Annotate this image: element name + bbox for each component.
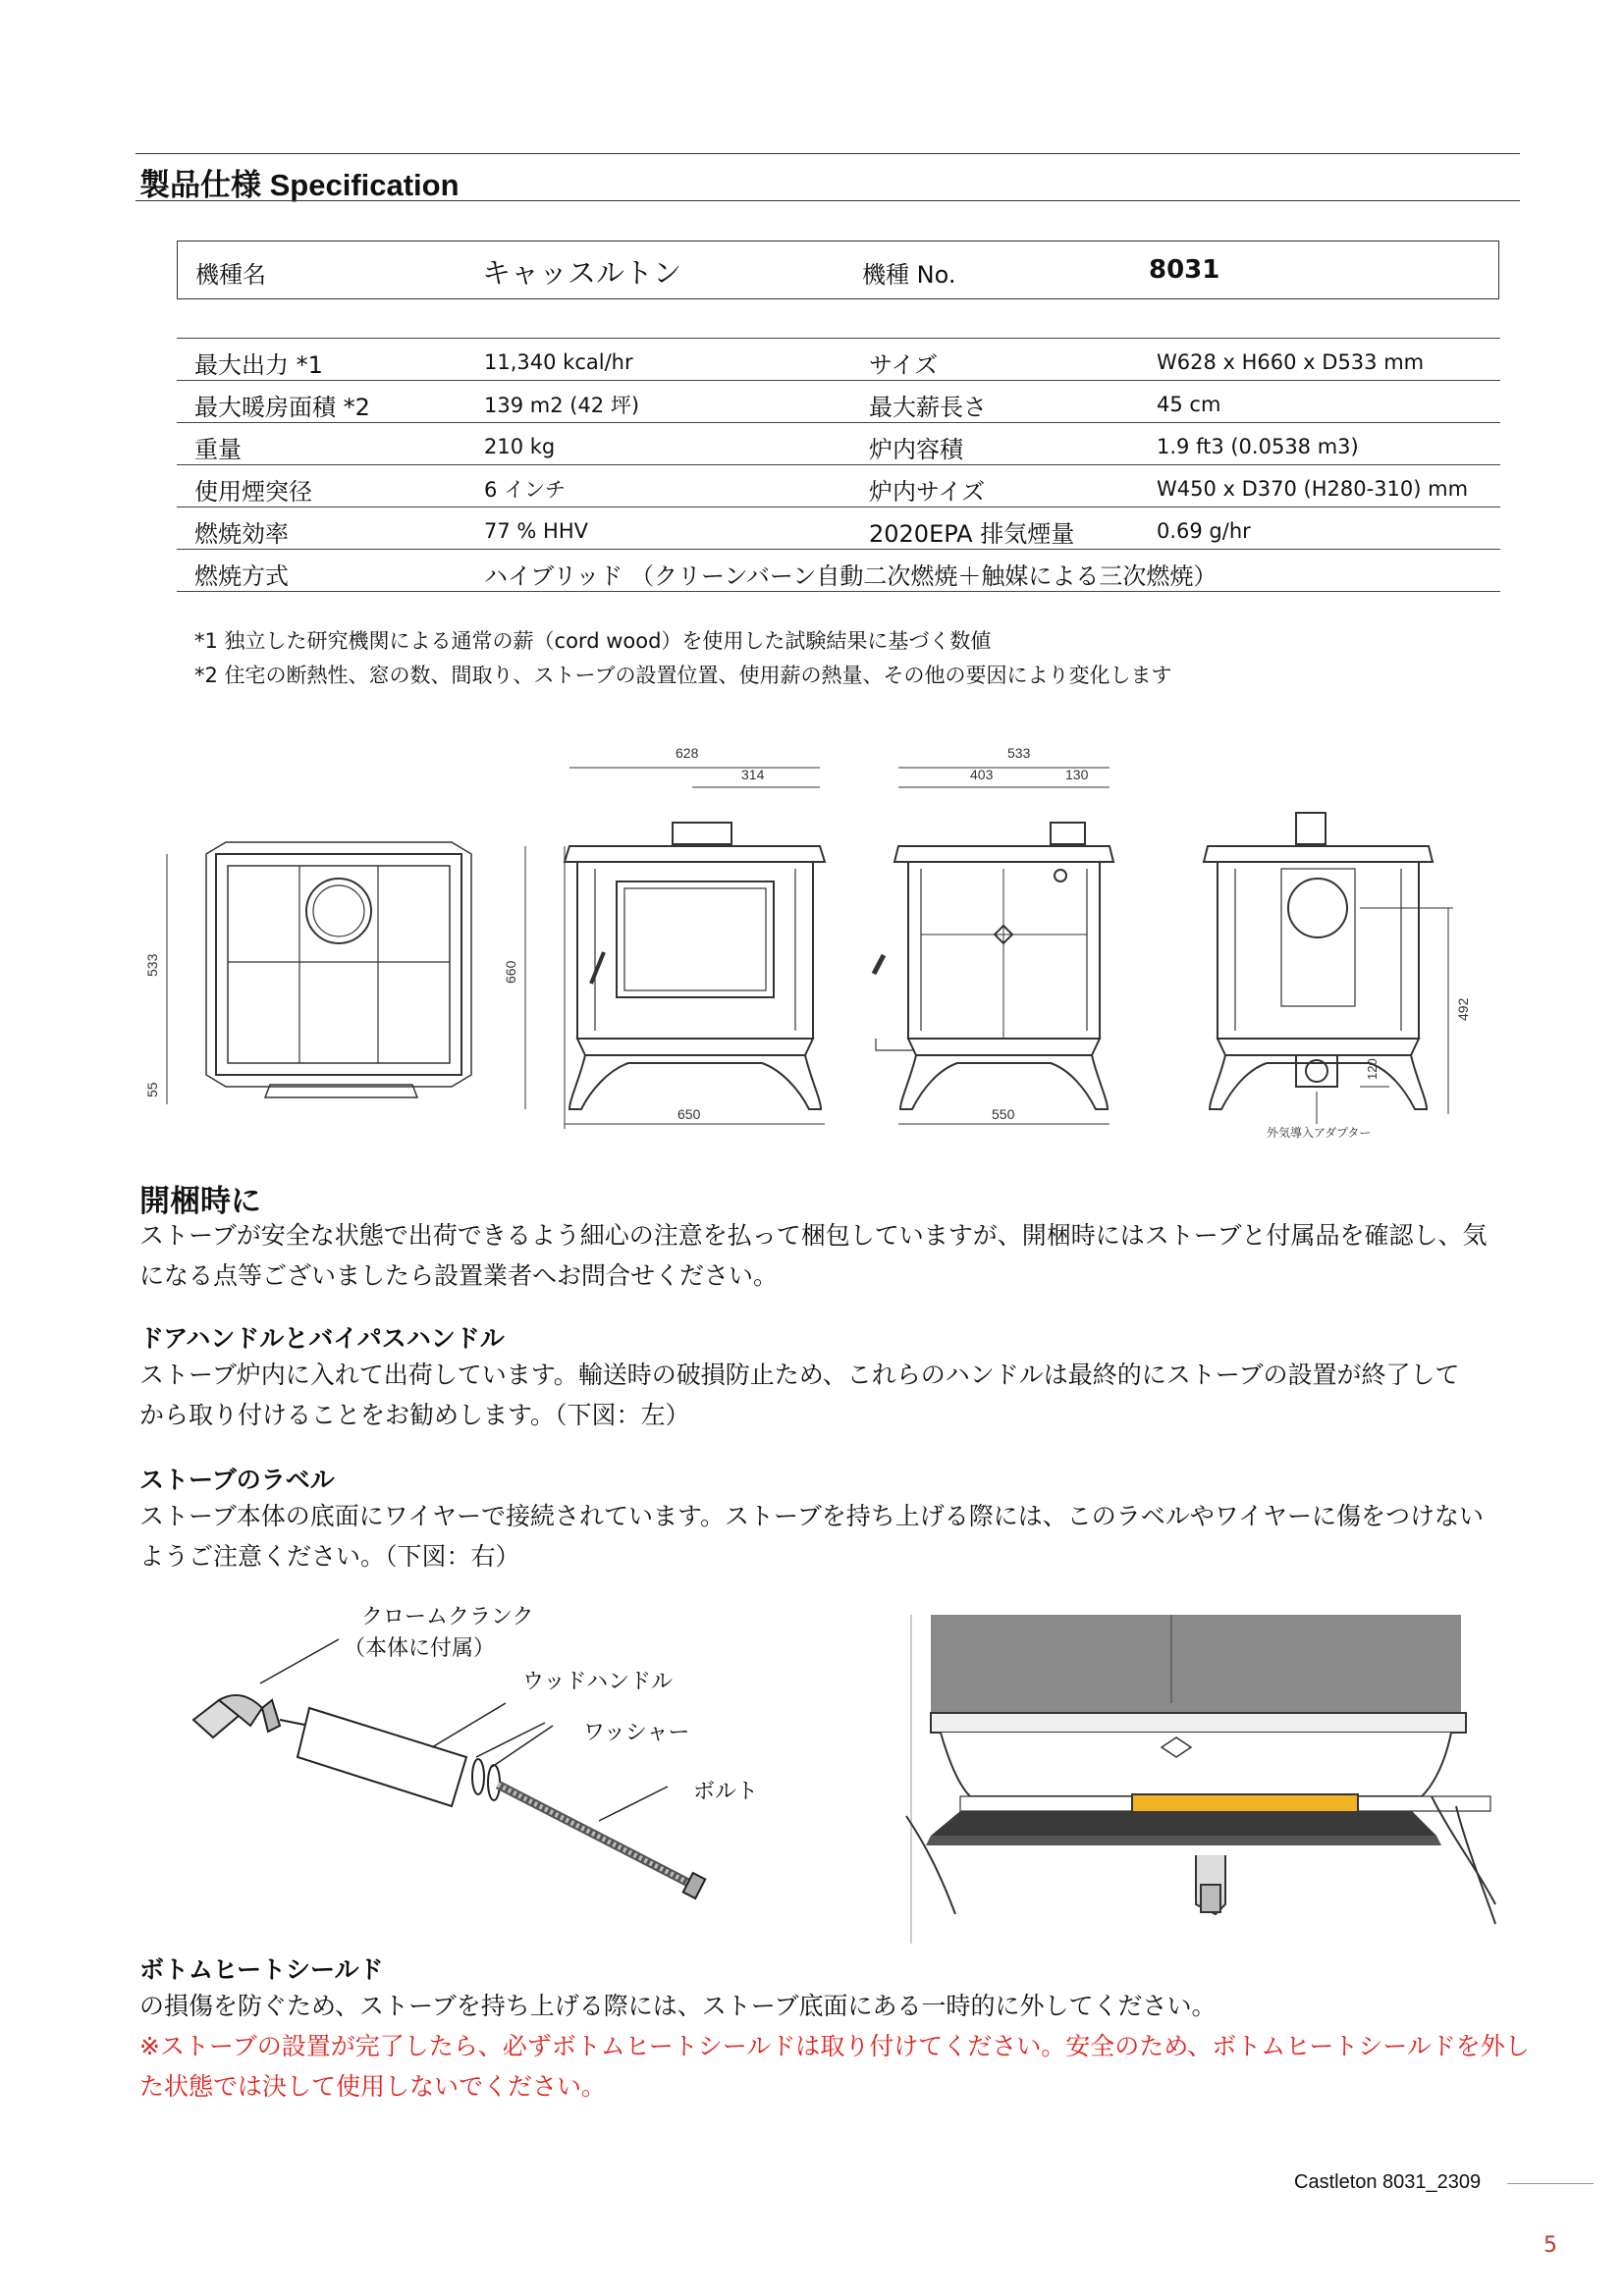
callout-crank: クロームクランク: [361, 1605, 534, 1629]
footnote-1: *1 独立した研究機関による通常の薪（cord wood）を使用した試験結果に基づく数値: [194, 629, 992, 653]
spec-row: [177, 423, 1500, 465]
page-number: 5: [1543, 2233, 1557, 2258]
callout-crank-sub: （本体に付属）: [344, 1636, 496, 1661]
dim-front-base: 650: [677, 1106, 701, 1122]
washer-icon: [488, 1765, 500, 1800]
spec-key: 最大出力 *1: [194, 350, 323, 379]
spec-row: [177, 507, 1500, 550]
top-view-drawing: [167, 842, 471, 1104]
heatshield-warning-1: ※ストーブの設置が完了したら、必ずボトムヒートシールドは取り付けてください。安全のため、ボトムヒートシールドを外し: [139, 2032, 1530, 2060]
unpacking-title: 開梱時に: [139, 1184, 261, 1219]
spec-key: 使用煙突径: [194, 477, 312, 506]
dim-side-b: 130: [1065, 767, 1089, 782]
spec-key: サイズ: [869, 350, 939, 379]
spec-value: 139 m2 (42 坪): [484, 394, 640, 417]
callout-washer: ワッシャー: [583, 1721, 690, 1745]
dim-front-height: 660: [503, 960, 518, 984]
label-title: ストーブのラベル: [139, 1466, 335, 1494]
dim-top-depth: 533: [144, 953, 160, 977]
callout-line: [432, 1703, 506, 1747]
rear-view-drawing: [1204, 813, 1453, 1124]
washer-icon: [472, 1759, 484, 1794]
dim-side-base: 550: [992, 1106, 1015, 1122]
spec-key: 2020EPA 排気煙量: [869, 519, 1075, 548]
model-box: [177, 240, 1499, 299]
spec-key: 重量: [194, 435, 242, 463]
dim-side-depth: 533: [1007, 745, 1031, 761]
spec-key: 燃焼効率: [194, 519, 289, 548]
section-title: 製品仕様 Specification: [139, 168, 460, 202]
callout-line: [260, 1639, 339, 1683]
unpacking-line-1: ストーブが安全な状態で出荷できるよう細心の注意を払って梱包していますが、開梱時にはストーブと付属品を確認し、気: [139, 1221, 1488, 1250]
spec-key: 最大暖房面積 *2: [194, 393, 370, 421]
dim-front-half: 314: [741, 767, 765, 782]
dim-rear-height: 492: [1455, 997, 1471, 1021]
dim-rear-adapter: 120: [1365, 1058, 1380, 1080]
label-line-1: ストーブ本体の底面にワイヤーで接続されています。ストーブを持ち上げる際には、このラベルやワイヤーに傷をつけない: [139, 1502, 1485, 1530]
header-top-rule: [135, 153, 1520, 154]
handles-title: ドアハンドルとバイパスハンドル: [139, 1324, 505, 1353]
spec-key: 炉内容積: [869, 435, 963, 463]
callout-line: [599, 1787, 668, 1821]
spec-key: 燃焼方式: [194, 561, 289, 590]
model-name-value: キャッスルトン: [482, 256, 682, 290]
spec-key: 炉内サイズ: [869, 477, 986, 506]
spec-value: ハイブリッド （クリーンバーン自動二次燃焼＋触媒による三次燃焼）: [484, 561, 1218, 590]
stove-dimension-drawing: [137, 726, 1512, 1139]
spec-value: 11,340 kcal/hr: [484, 350, 633, 374]
side-view-drawing: [874, 768, 1113, 1124]
spec-key: 最大薪長さ: [869, 393, 987, 421]
footer-rule: [1507, 2183, 1594, 2184]
spec-row: [177, 550, 1500, 592]
spec-value: 6 インチ: [484, 478, 567, 502]
dim-side-a: 403: [970, 767, 994, 782]
footnote-2: *2 住宅の断熱性、窓の数、間取り、ストーブの設置位置、使用薪の熱量、その他の要因により変化します: [194, 664, 1172, 687]
header-bottom-rule: [135, 200, 1520, 201]
model-no-value: 8031: [1149, 255, 1220, 285]
callout-bolt: ボルト: [693, 1780, 759, 1804]
heatshield-title: ボトムヒートシールド: [139, 1955, 384, 1984]
bolt-icon: [498, 1785, 705, 1898]
label-line-2: ようご注意ください。（下図：右）: [139, 1542, 520, 1571]
model-no-label: 機種 No.: [862, 261, 956, 289]
wood-handle-icon: [298, 1708, 466, 1806]
heatshield-warning-2: た状態では決して使用しないでください。: [139, 2072, 607, 2101]
spec-value: 45 cm: [1157, 393, 1221, 416]
handles-line-1: ストーブ炉内に入れて出荷しています。輸送時の破損防止ため、これらのハンドルは最終的にストーブの設置が終了して: [139, 1361, 1460, 1389]
callout-wood-handle: ウッドハンドル: [522, 1670, 674, 1694]
spec-value: W628 x H660 x D533 mm: [1157, 350, 1425, 374]
footer-doc-id: Castleton 8031_2309: [1294, 2171, 1482, 2193]
heat-shield-illustration: [901, 1610, 1500, 1944]
spec-table: [177, 338, 1500, 592]
spec-value: 210 kg: [484, 435, 556, 458]
spec-value: W450 x D370 (H280-310) mm: [1157, 477, 1469, 501]
adapter-label: 外気導入アダプター: [1267, 1126, 1372, 1139]
handles-line-2: から取り付けることをお勧めします。（下図：左）: [139, 1401, 690, 1429]
callout-line: [492, 1726, 553, 1767]
spec-row: [177, 381, 1500, 423]
spec-value: 0.69 g/hr: [1157, 519, 1251, 543]
dim-front-width-top: 628: [676, 745, 699, 761]
spec-row: [177, 465, 1500, 507]
unpacking-line-2: になる点等ございましたら設置業者へお問合せください。: [139, 1261, 779, 1290]
dim-top-front: 55: [144, 1082, 160, 1097]
spec-value: 1.9 ft3 (0.0538 m3): [1157, 435, 1359, 458]
spec-value: 77 % HHV: [484, 519, 588, 543]
model-name-label: 機種名: [195, 261, 266, 289]
front-view-drawing: [525, 766, 825, 1129]
callout-line: [476, 1723, 545, 1757]
spec-row: [177, 339, 1500, 381]
chrome-crank-icon: [193, 1695, 280, 1737]
heatshield-line-1: の損傷を防ぐため、ストーブを持ち上げる際には、ストーブ底面にある一時的に外してください。: [139, 1992, 1217, 2020]
